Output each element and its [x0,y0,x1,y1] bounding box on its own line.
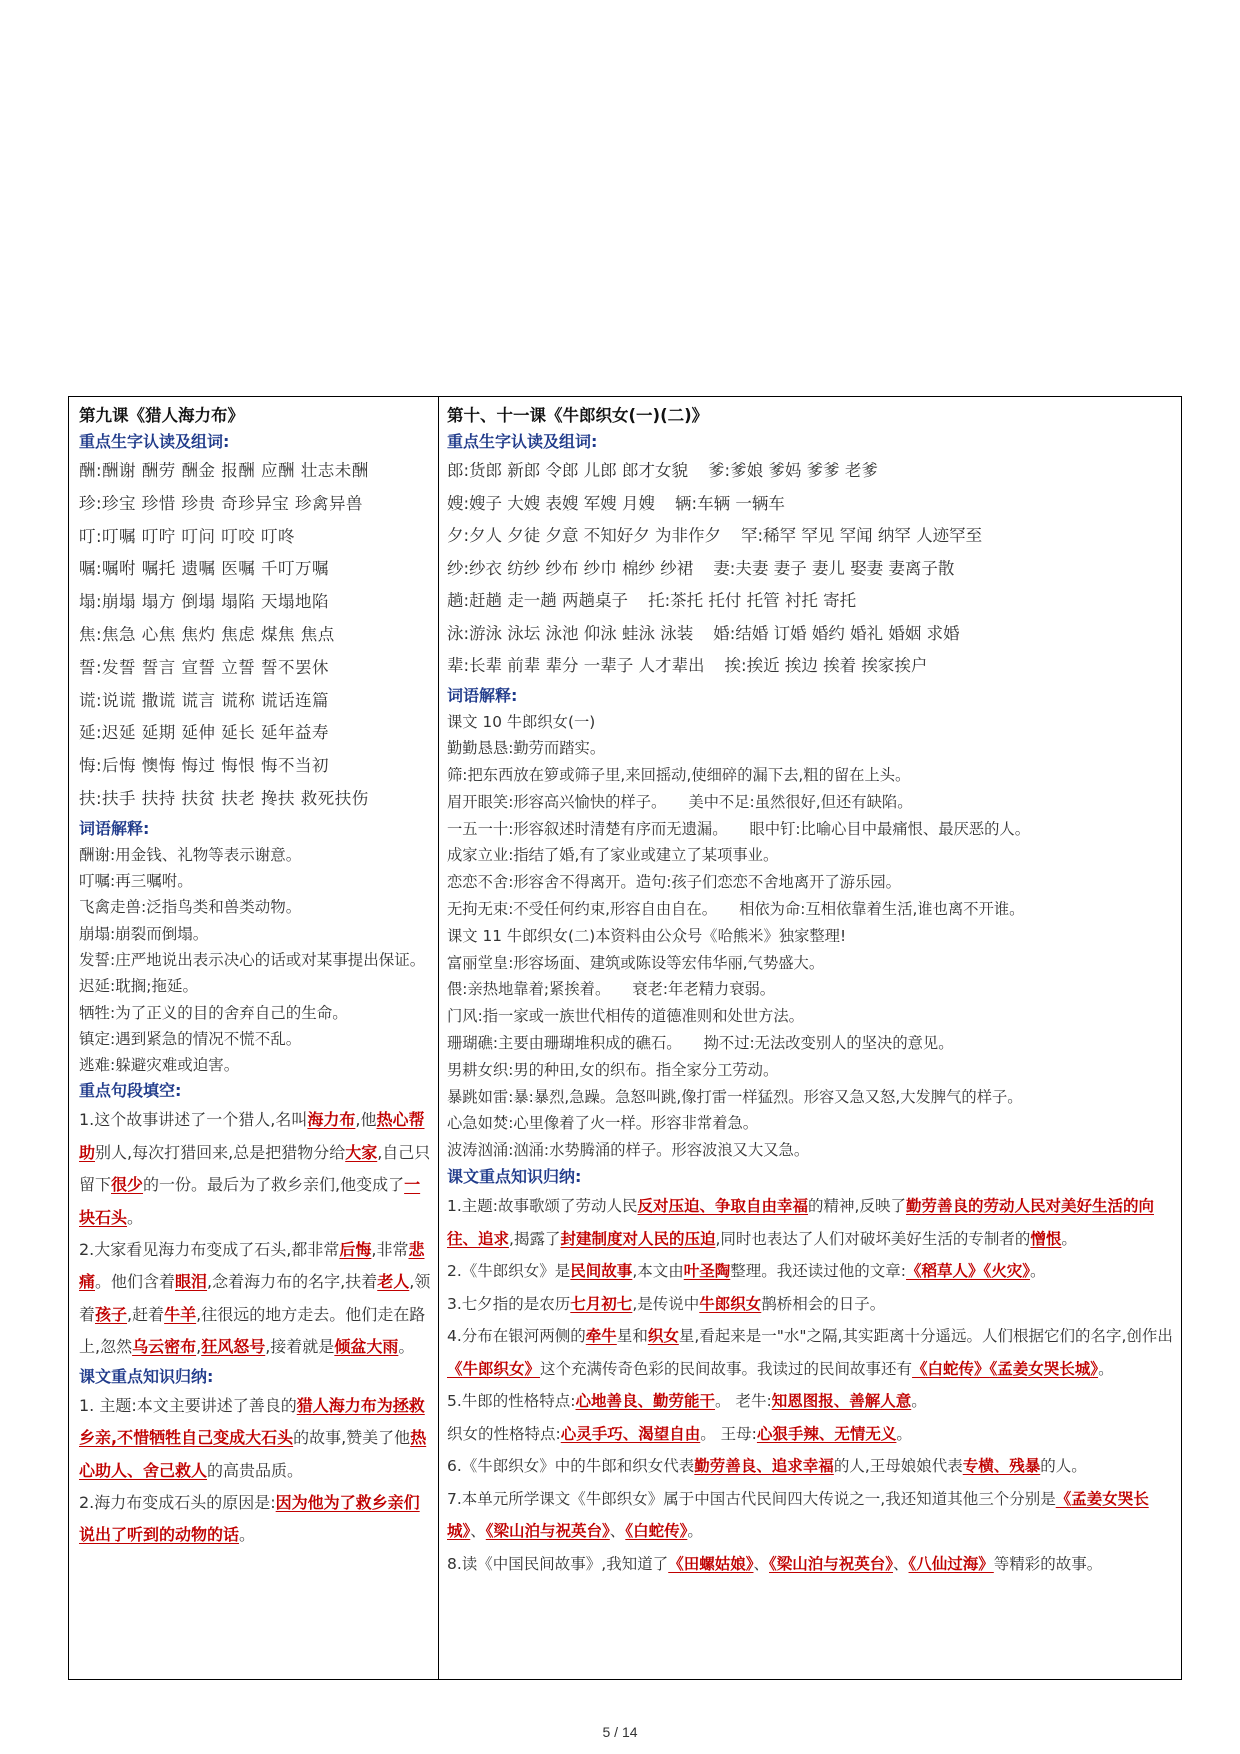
answer-blank: 狂风怒号 [201,1337,266,1357]
key-point: 2.海力布变成石头的原因是:因为他为了救乡亲们说出了听到的动物的话。 [79,1492,420,1545]
fill-in-paragraph-2: 2.大家看见海力布变成了石头,都非常后悔,非常悲痛。他们含着眼泪,念着海力布的名字,扶着老人,领着孩子,赶着牛羊,往很远的地方走去。他们走在路上,忽然乌云密布,狂风怒号,接着就是倾盆大雨。 [79,1240,431,1357]
definition: 迟延:耽搁;拖延。 [79,977,198,996]
answer-blank: 憎恨 [1030,1229,1062,1248]
answer-blank: 孩子 [95,1304,128,1324]
answer-blank: 海力布 [307,1110,356,1130]
definition: 镇定:遇到紧急的情况不慌不乱。 [79,1029,302,1048]
answer-blank: 《梁山泊与祝英台》 [769,1554,894,1573]
answer-blank: 因为他为了救乡亲们说出了听到的动物的话 [79,1492,420,1545]
answer-blank: 专横、残暴 [962,1457,1041,1476]
answer-blank: 猎人海力布为拯救乡亲,不惜牺牲自己变成大石头 [79,1395,425,1448]
answer-blank: 后悔 [339,1240,372,1260]
key-point: 7.本单元所学课文《牛郎织女》属于中国古代民间四大传说之一,我还知道其他三个分别是《孟姜女哭长城》、《梁山泊与祝英台》、《白蛇传》。 [447,1489,1149,1541]
answer-blank: 《白蛇传》 [625,1522,688,1541]
word-row: 嫂:嫂子 大嫂 表嫂 军嫂 月嫂 辆:车辆 一辆车 [447,493,785,513]
fill-in-paragraph-1: 1.这个故事讲述了一个猎人,名叫海力布,他热心帮助别人,每次打猎回来,总是把猎物分给大家,自己只留下很少的一份。最后为了救乡亲们,他变成了一块石头。 [79,1110,431,1227]
definition: 珊瑚礁:主要由珊瑚堆积成的礁石。 拗不过:无法改变别人的坚决的意见。 [447,1034,954,1053]
definition: 波涛汹涌:汹涌:水势腾涌的样子。形容波浪又大又急。 [447,1141,810,1160]
word-row: 焦:焦急 心焦 焦灼 焦虑 煤焦 焦点 [79,624,335,644]
definition: 恋恋不舍:形容舍不得离开。造句:孩子们恋恋不舍地离开了游乐园。 [447,873,901,892]
definition: 课文 11 牛郎织女(二)本资料由公众号《哈熊米》独家整理! [447,926,847,945]
definition: 无拘无束:不受任何约束,形容自由自在。 相依为命:互相依靠着生活,谁也离不开谁。 [447,900,1025,919]
answer-blank: 《稻草人》《火灾》 [906,1262,1031,1281]
word-row: 泳:游泳 泳坛 泳池 仰泳 蛙泳 泳装 婚:结婚 订婚 婚约 婚礼 婚姻 求婚 [447,623,960,643]
definition: 眉开眼笑:形容高兴愉快的样子。 美中不足:虽然很好,但还有缺陷。 [447,792,913,811]
answer-blank: 《孟姜女哭长城》 [447,1489,1149,1541]
answer-blank: 勤劳善良的劳动人民对美好生活的向往、追求 [447,1197,1154,1248]
definition: 课文 10 牛郎织女(一) [447,712,596,731]
lesson-10-11-column [439,397,1181,1679]
definition: 富丽堂皇:形容场面、建筑或陈设等宏伟华丽,气势盛大。 [447,953,825,972]
definition: 勤勤恳恳:勤劳而踏实。 [447,739,606,758]
key-point: 1.主题:故事歌颂了劳动人民反对压迫、争取自由幸福的精神,反映了勤劳善良的劳动人民对美好生活的向往、追求,揭露了封建制度对人民的压迫,同时也表达了人们对破坏美好生活的专制者的憎恨。 [447,1197,1154,1248]
answer-blank: 乌云密布 [132,1337,197,1357]
answer-blank: 叶圣陶 [683,1262,731,1281]
answer-blank: 牛郎织女 [699,1294,762,1313]
lesson-9-column [69,397,439,1679]
section-heading-fill-in: 重点句段填空: [79,1081,182,1101]
word-row: 郎:货郎 新郎 令郎 儿郎 郎才女貌 爹:爹娘 爹妈 爹爹 老爹 [447,461,878,480]
definition: 飞禽走兽:泛指鸟类和兽类动物。 [79,898,302,917]
answer-blank: 织女 [647,1327,679,1346]
word-row: 谎:说谎 撒谎 谎言 谎称 谎话连篇 [79,690,330,710]
key-point: 2.《牛郎织女》是民间故事,本文由叶圣陶整理。我还读过他的文章:《稻草人》《火灾》。 [447,1262,1046,1281]
answer-blank: 《牛郎织女》 [447,1359,541,1378]
answer-blank: 牛羊 [164,1304,197,1324]
answer-blank: 《孟姜女哭长城》 [989,1359,1099,1378]
key-point: 4.分布在银河两侧的牵牛星和织女星,看起来是一"水"之隔,其实距离十分遥远。人们根据它们的名字,创作出《牛郎织女》这个充满传奇色彩的民间故事。我读过的民间故事还有《白蛇传》《孟姜女哭长城》。 [447,1327,1173,1378]
lesson-title: 第十、十一课《牛郎织女(一)(二)》 [447,406,709,425]
word-row: 塌:崩塌 塌方 倒塌 塌陷 天塌地陷 [79,592,330,612]
section-heading-key-points: 课文重点知识归纳: [79,1366,214,1386]
word-row: 叮:叮嘱 叮咛 叮问 叮咬 叮咚 [79,526,296,546]
definition: 叮嘱:再三嘱咐。 [79,872,193,891]
key-point: 5.牛郎的性格特点:心地善良、勤劳能干。 老牛:知恩图报、善解人意。 [447,1392,927,1411]
definition: 暴跳如雷:暴:暴烈,急躁。急怒叫跳,像打雷一样猛烈。形容又急又怒,大发脾气的样子。 [447,1087,1023,1106]
answer-blank: 《梁山泊与祝英台》 [485,1522,610,1541]
definition: 酬谢:用金钱、礼物等表示谢意。 [79,845,302,864]
word-row: 悔:后悔 懊悔 悔过 悔恨 悔不当初 [79,756,330,776]
word-row: 纱:纱衣 纺纱 纱布 纱巾 棉纱 纱裙 妻:夫妻 妻子 妻儿 娶妻 妻离子散 [447,558,955,578]
answer-blank: 心地善良、勤劳能干 [575,1392,716,1411]
answer-blank: 民间故事 [570,1262,633,1281]
answer-blank: 《田螺姑娘》 [668,1554,754,1573]
answer-blank: 心灵手巧、渴望自由 [560,1424,701,1443]
word-row: 誓:发誓 誓言 宣誓 立誓 誓不罢休 [79,657,330,677]
word-row: 嘱:嘱咐 嘱托 遗嘱 医嘱 千叮万嘱 [79,559,330,579]
lesson-title: 第九课《猎人海力布》 [79,406,244,425]
key-point: 3.七夕指的是农历七月初七,是传说中牛郎织女鹊桥相会的日子。 [447,1294,886,1313]
answer-blank: 封建制度对人民的压迫 [560,1229,716,1248]
answer-blank: 一块石头 [79,1175,421,1227]
word-row: 酬:酬谢 酬劳 酬金 报酬 应酬 壮志未酬 [79,461,369,480]
answer-blank: 勤劳善良、追求幸福 [694,1457,834,1476]
definition: 门风:指一家或一族世代相传的道德准则和处世方法。 [447,1007,804,1026]
answer-blank: 心狠手辣、无情无义 [756,1424,897,1443]
definition: 筛:把东西放在箩或筛子里,来回摇动,使细碎的漏下去,粗的留在上头。 [447,766,911,785]
page-number: 5 / 14 [602,1724,638,1740]
definition: 偎:亲热地靠着;紧挨着。 衰老:年老精力衰弱。 [447,980,776,999]
key-point: 8.读《中国民间故事》,我知道了《田螺姑娘》、《梁山泊与祝英台》、《八仙过海》等精彩的故事。 [447,1554,1103,1573]
section-heading-definitions: 词语解释: [79,818,150,838]
section-heading-words: 重点生字认读及组词: [79,432,230,451]
definition: 崩塌:崩裂而倒塌。 [79,924,209,943]
word-row: 趟:赶趟 走一趟 两趟桌子 托:茶托 托付 托管 衬托 寄托 [447,591,857,610]
answer-blank: 知恩图报、善解人意 [771,1392,912,1411]
answer-blank: 反对压迫、争取自由幸福 [637,1197,809,1216]
answer-blank: 牵牛 [585,1327,617,1346]
answer-blank: 《八仙过海》 [908,1554,994,1573]
answer-blank: 《白蛇传》 [912,1359,990,1378]
content-table [68,396,1182,1680]
answer-blank: 眼泪 [175,1272,208,1292]
definition: 牺牲:为了正义的目的舍弃自己的生命。 [79,1003,348,1022]
definition: 一五一十:形容叙述时清楚有序而无遗漏。 眼中钉:比喻心目中最痛恨、最厌恶的人。 [447,819,1030,838]
key-point: 6.《牛郎织女》中的牛郎和织女代表勤劳善良、追求幸福的人,王母娘娘代表专横、残暴的人。 [447,1457,1087,1476]
section-heading-definitions: 词语解释: [447,685,518,705]
definition: 逃难:躲避灾难或迫害。 [79,1056,240,1075]
answer-blank: 大家 [345,1142,378,1162]
answer-blank: 倾盆大雨 [334,1337,399,1357]
word-row: 夕:夕人 夕徒 夕意 不知好夕 为非作夕 罕:稀罕 罕见 罕闻 纳罕 人迹罕至 [447,526,983,545]
definition: 心急如焚:心里像着了火一样。形容非常着急。 [447,1114,759,1133]
answer-blank: 七月初七 [570,1294,633,1313]
section-heading-key-points: 课文重点知识归纳: [447,1167,582,1187]
word-row: 延:迟延 延期 延伸 延长 延年益寿 [79,723,330,743]
definition: 成家立业:指结了婚,有了家业或建立了某项事业。 [447,846,779,865]
answer-blank: 悲痛 [79,1240,425,1292]
key-point: 织女的性格特点:心灵手巧、渴望自由。 王母:心狠手辣、无情无义。 [447,1424,912,1443]
answer-blank: 热心帮助 [79,1110,425,1162]
answer-blank: 老人 [377,1272,410,1292]
answer-blank: 很少 [111,1175,144,1195]
definition: 男耕女织:男的种田,女的织布。指全家分工劳动。 [447,1060,779,1079]
key-point: 1. 主题:本文主要讲述了善良的猎人海力布为拯救乡亲,不惜牺牲自己变成大石头的故事,赞美了他热心助人、舍己救人的高贵品质。 [79,1395,427,1480]
section-heading-words: 重点生字认读及组词: [447,432,598,451]
answer-blank: 热心助人、舍己救人 [79,1428,427,1480]
word-row: 扶:扶手 扶持 扶贫 扶老 搀扶 救死扶伤 [79,788,369,808]
word-row: 辈:长辈 前辈 辈分 一辈子 人才辈出 挨:挨近 挨边 挨着 挨家挨户 [447,656,928,675]
definition: 发誓:庄严地说出表示决心的话或对某事提出保证。 [79,950,426,969]
word-row: 珍:珍宝 珍惜 珍贵 奇珍异宝 珍禽异兽 [79,493,364,513]
